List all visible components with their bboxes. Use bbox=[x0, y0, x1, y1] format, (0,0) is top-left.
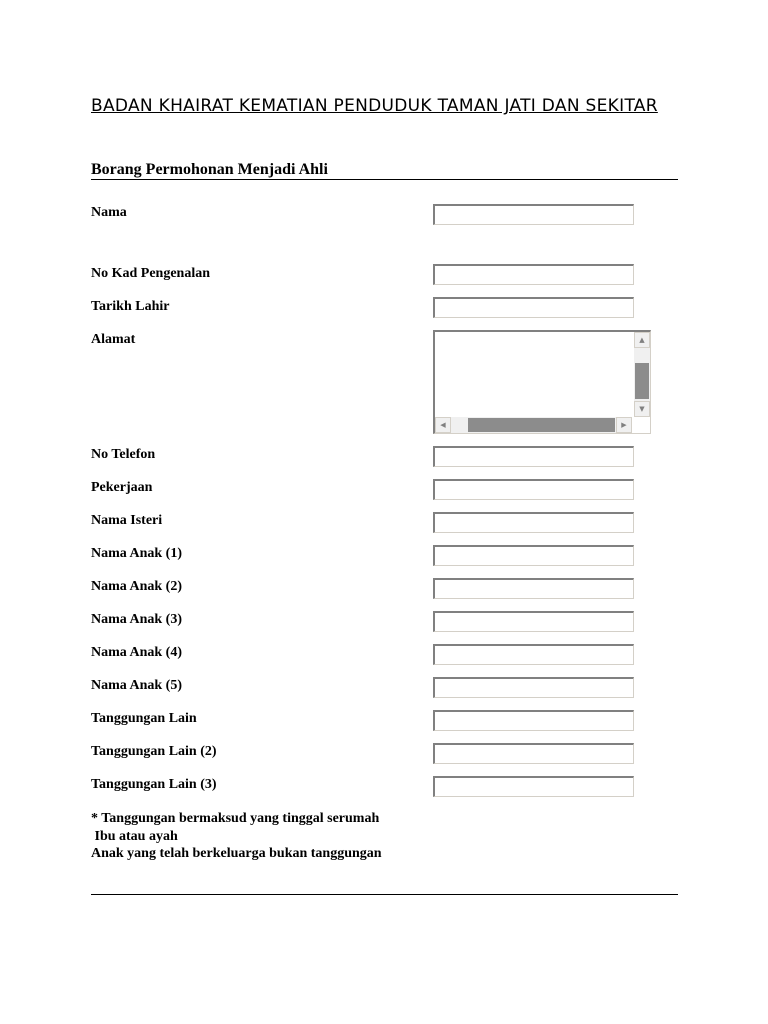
alamat-label: Alamat bbox=[91, 332, 136, 347]
alamat-textarea[interactable] bbox=[435, 332, 632, 417]
form-title: BADAN KHAIRAT KEMATIAN PENDUDUK TAMAN JATI DAN SEKITAR bbox=[91, 96, 658, 116]
arrow-left-icon[interactable]: ◀ bbox=[435, 417, 451, 433]
alamat-horizontal-scroll-thumb[interactable] bbox=[468, 418, 615, 432]
note-line-2: Ibu atau ayah bbox=[91, 828, 178, 844]
pekerjaan-label: Pekerjaan bbox=[91, 480, 153, 495]
tarikh-lahir-input[interactable] bbox=[433, 297, 634, 318]
no-telefon-input[interactable] bbox=[433, 446, 634, 467]
nama-isteri-label: Nama Isteri bbox=[91, 513, 163, 528]
no-telefon-label: No Telefon bbox=[91, 447, 156, 462]
no-kad-label: No Kad Pengenalan bbox=[91, 266, 211, 281]
note-line-1: * Tanggungan bermaksud yang tinggal serumah bbox=[91, 811, 380, 826]
nama-label: Nama bbox=[91, 205, 127, 220]
form-subtitle: Borang Permohonan Menjadi Ahli bbox=[91, 161, 328, 178]
nama-anak-1-label: Nama Anak (1) bbox=[91, 546, 183, 561]
tanggungan-lain-1-label: Tanggungan Lain bbox=[91, 711, 197, 726]
arrow-right-icon[interactable]: ▶ bbox=[616, 417, 632, 433]
divider-bottom bbox=[91, 894, 678, 895]
tanggungan-lain-3-input[interactable] bbox=[433, 776, 634, 797]
tanggungan-lain-2-label: Tanggungan Lain (2) bbox=[91, 744, 217, 759]
alamat-horizontal-scrollbar[interactable] bbox=[435, 417, 632, 433]
arrow-up-icon[interactable]: ▲ bbox=[634, 332, 650, 348]
tanggungan-lain-2-input[interactable] bbox=[433, 743, 634, 764]
no-kad-input[interactable] bbox=[433, 264, 634, 285]
tanggungan-lain-1-input[interactable] bbox=[433, 710, 634, 731]
nama-anak-4-label: Nama Anak (4) bbox=[91, 645, 183, 660]
arrow-down-icon[interactable]: ▼ bbox=[634, 401, 650, 417]
alamat-vertical-scrollbar[interactable] bbox=[634, 332, 650, 417]
divider-top bbox=[91, 179, 678, 180]
nama-anak-5-input[interactable] bbox=[433, 677, 634, 698]
nama-anak-1-input[interactable] bbox=[433, 545, 634, 566]
nama-anak-2-input[interactable] bbox=[433, 578, 634, 599]
dependants-note bbox=[91, 810, 382, 863]
nama-anak-3-label: Nama Anak (3) bbox=[91, 612, 183, 627]
nama-input[interactable] bbox=[433, 204, 634, 225]
nama-anak-4-input[interactable] bbox=[433, 644, 634, 665]
nama-isteri-input[interactable] bbox=[433, 512, 634, 533]
nama-anak-2-label: Nama Anak (2) bbox=[91, 579, 183, 594]
tarikh-lahir-label: Tarikh Lahir bbox=[91, 299, 170, 314]
note-line-3: Anak yang telah berkeluarga bukan tanggungan bbox=[91, 846, 382, 861]
pekerjaan-input[interactable] bbox=[433, 479, 634, 500]
alamat-vertical-scroll-thumb[interactable] bbox=[635, 363, 649, 399]
scrollbar-corner bbox=[634, 417, 650, 433]
nama-anak-5-label: Nama Anak (5) bbox=[91, 678, 183, 693]
tanggungan-lain-3-label: Tanggungan Lain (3) bbox=[91, 777, 217, 792]
nama-anak-3-input[interactable] bbox=[433, 611, 634, 632]
alamat-textarea-frame bbox=[433, 330, 651, 434]
